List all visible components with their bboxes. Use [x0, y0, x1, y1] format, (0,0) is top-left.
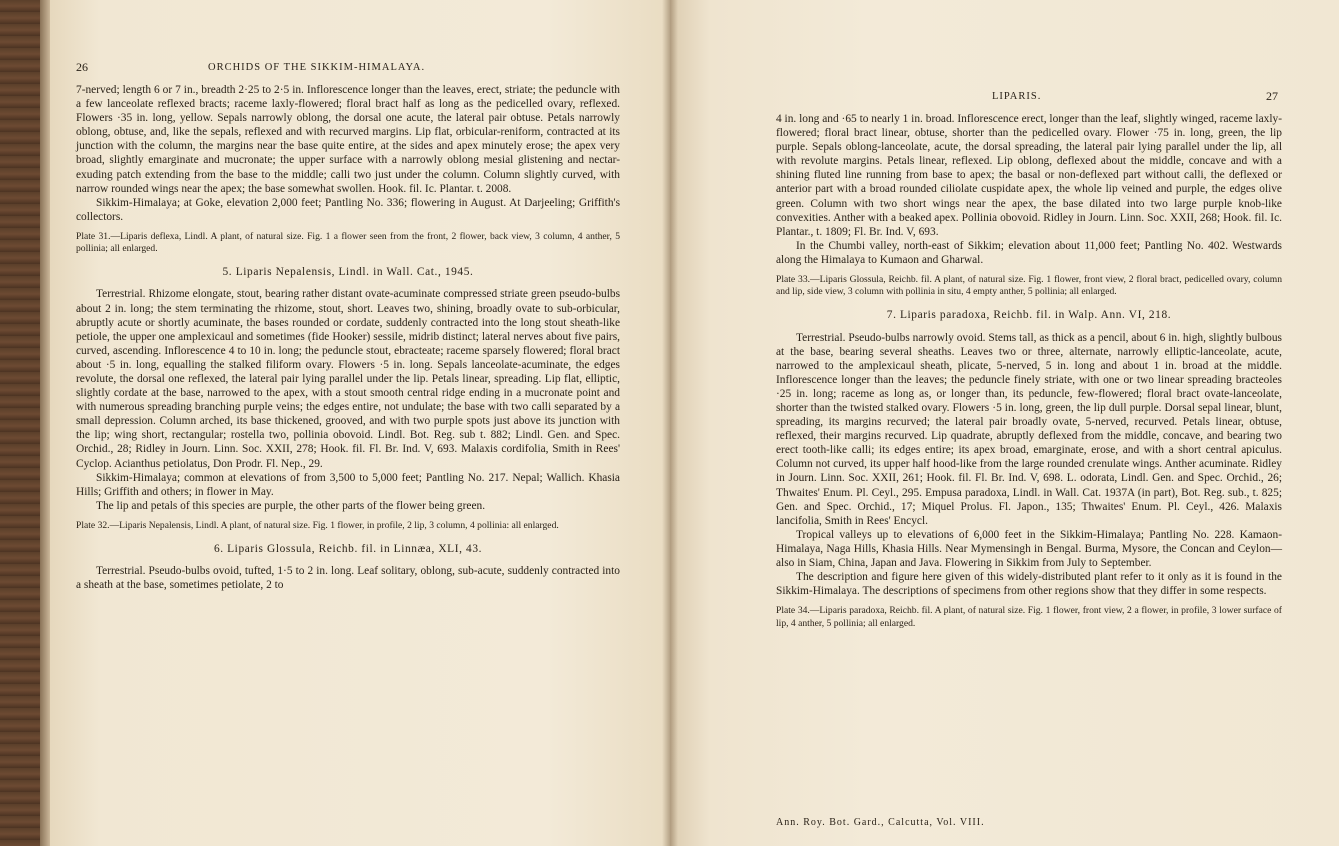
page-gutter: [662, 0, 678, 846]
right-page-text: [776, 112, 1282, 640]
book-binding: [0, 0, 40, 846]
paragraph: 7-nerved; length 6 or 7 in., breadth 2·25 to 2·5 in. Inflorescence longer than the leaves, erect, striate; the peduncle with a few lanceolate reflexed bracts; raceme laxly-flowered; floral bract half as long as the pedicelled ovary, reflexed. Flowers ·35 in. long, yellow. Sepals narrowly oblong, the dorsal one acute, the lateral pair obtuse. Petals narrowly oblong, obtuse, and, like the sepals, reflexed and with recurved margins. Lip flat, orbicular-reniform, contracted at its junction with the column, the margins near the base quite entire, at the sides and apex minutely erose; the apex very broad, slightly emarginate and mucronate; the upper surface with a narrowly oblong mesial glistening and nectar-exuding patch extending from the base to the middle; calli two just under the column. Column slightly curved, with narrow rounded wings near the apex; the base somewhat swollen. Hook. fil. Ic. Plantar. t. 2008.: [76, 84, 620, 195]
paragraph: Tropical valleys up to elevations of 6,000 feet in the Sikkim-Himalaya; Pantling No. 228. Kamaon-Himalaya, Naga Hills, Khasia Hills. Near Mymensingh in Bengal. Burma, Mysore, the Concan and Ceylon—also in Siam, China, Japan and Java. Flowering in Sikkim from July to September.: [776, 528, 1282, 570]
binding-edge: [40, 0, 50, 846]
paragraph: Sikkim-Himalaya; common at elevations of from 3,500 to 5,000 feet; Pantling No. 217. Nepal; Wallich. Khasia Hills; Griffith and others; in flower in May.: [76, 471, 620, 498]
plate-caption: Plate 31.—Liparis deflexa, Lindl. A plant, of natural size. Fig. 1 a flower seen from the front, 2 flower, back view, 3 column, 4 anther, 5 pollinia; all enlarged.: [76, 230, 620, 255]
paragraph: Terrestrial. Pseudo-bulbs ovoid, tufted, 1·5 to 2 in. long. Leaf solitary, oblong, sub-acute, suddenly contracted into a sheath at the base, sometimes petiolate, 2 to: [76, 565, 620, 592]
plate-caption: Plate 34.—Liparis paradoxa, Reichb. fil. A plant, of natural size. Fig. 1 flower, front view, 2 a flower, in profile, 3 lower surface of lip, 4 anther, 5 pollinia; all enlarged.: [776, 605, 1282, 629]
paragraph: The description and figure here given of this widely-distributed plant refer to it only as it is found in the Sikkim-Himalaya. The descriptions of specimens from other regions show that they differ in some respects.: [776, 571, 1282, 598]
page-number: 27: [1266, 89, 1278, 103]
paragraph: The lip and petals of this species are purple, the other parts of the flower being green.: [96, 499, 486, 512]
plate-caption: Plate 32.—Liparis Nepalensis, Lindl. A plant, of natural size. Fig. 1 flower, in profile, 2 lip, 3 column, 4 pollinia: all enlarged.: [76, 519, 559, 531]
paragraph: Sikkim-Himalaya; at Goke, elevation 2,000 feet; Pantling No. 336; flowering in August. At Darjeeling; Griffith's collectors.: [76, 196, 620, 223]
footer-citation: Ann. Roy. Bot. Gard., Calcutta, Vol. VIII.: [776, 817, 985, 828]
paragraph: Terrestrial. Pseudo-bulbs narrowly ovoid. Stems tall, as thick as a pencil, about 6 in. high, slightly bulbous at the base, bearing several sheaths. Leaves two or three, alternate, narrowly elliptic-lanceolate, acute, narrowed to the amplexicaul sheath, plicate, 5-nerved, 5 in. long and about 1 in. broad at the middle. Inflorescence longer than the leaves; the peduncle finely striate, with one or two linear spreading bracteoles ·25 in. long; raceme as long as, or longer than, its peduncle, few-flowered; floral bract ovate-lanceolate, shorter than the twisted stalked ovary. Flowers ·5 in. long, green, the lip dull purple. Dorsal sepal linear, blunt, spreading, its margins recurved; the lateral pair broadly ovate, 5-nerved, recurved. Petals linear, obtuse, reflexed, their margins recurved. Lip quadrate, abruptly deflexed from the middle, concave, and bearing two erect tooth-like calli; its edges entire; its apex broad, emarginate, erose, and with a short central apiculus. Column not curved, its upper half hood-like from the large rounded crenulate wings. Anther acuminate. Ridley in Journ. Linn. Soc. XXII, 261; Hook. fil. Fl. Br. Ind. V, 698. L. odorata, Lindl. Gen. and Spec. Orchid., 26; Thwaites' Enum. Pl. Ceyl., 295. Empusa paradoxa, Lindl. in Wall. Cat. 1937A (in part), Bot. Reg. sub., t. 825; Gen. and Spec. Orchid., 17; Miquel Prolus. Fl. Japon., 135; Thwaites' Enum. Pl. Ceyl., 426. Malaxis lancifolia, Smith in Rees' Encycl.: [776, 331, 1282, 527]
running-head: LIPARIS.: [992, 91, 1042, 102]
left-page: [50, 0, 670, 846]
species-heading: 6. Liparis Glossula, Reichb. fil. in Linnæa, XLI, 43.: [213, 543, 483, 556]
left-page-text: [76, 83, 620, 592]
plate-caption: Plate 33.—Liparis Glossula, Reichb. fil. A plant, of natural size. Fig. 1 flower, front view, 2 floral bract, pedicelled ovary, column and lip, side view, 3 column with pollinia in situ, 4 empty anther, 5 pollinia; all enlarged.: [776, 274, 1282, 298]
page-number: 26: [76, 60, 88, 74]
paragraph: Terrestrial. Rhizome elongate, stout, bearing rather distant ovate-acuminate compressed striate green pseudo-bulbs about 2 in. long; the stem terminating the rhizome, stout, short. Leaves two, shining, broadly ovate to sub-orbicular, abruptly acute or shortly acuminate, the bases rounded or cordate, suddenly contracted into the long stout sheath-like petiole, the upper one amplexicaul and sometimes (fide Hooker) sessile, midrib distinct; lateral nerves about five pairs, curved, ascending. Inflorescence 4 to 10 in. long; the peduncle stout, ebracteate; raceme sparsely flowered; floral bract about ·5 in. long, equalling the stalked filiform ovary. Flowers ·5 in. long. Sepals lanceolate-acuminate, the edges revolute, the dorsal one reflexed, the lateral pair lying parallel under the lip. Petals linear, spreading. Lip flat, elliptic, slightly cordate at the base, narrowed to the apex, with a stout smooth central ridge ending in a mucronate point and with numerous spreading branching purple veins; the edges entire, not undulate; the base with two calli separated by a small depression. Column arched, its base thickened, grooved, and with two purple spots just above its junction with the lip; wing short, rectangular; rostella two, pollinia obovoid. Lindl. Bot. Reg. sub t. 882; Lindl. Gen. and Spec. Orchid., 28; Ridley in Journ. Linn. Soc. XXII, 278; Hook. fil. Fl. Br. Ind. V, 693. Malaxis cordifolia, Smith in Rees' Cyclop. Acianthus petiolatus, Don Prodr. Fl. Nep., 29.: [76, 288, 620, 470]
species-heading: 5. Liparis Nepalensis, Lindl. in Wall. Cat., 1945.: [222, 266, 474, 279]
paragraph: 4 in. long and ·65 to nearly 1 in. broad. Inflorescence erect, longer than the leaf, slightly winged, raceme laxly-flowered; floral bract linear, obtuse, shorter than the pedicelled ovary. Flower ·75 in. long, green, the lip purple. Sepals oblong-lanceolate, acute, the dorsal spreading, the lateral pair lying parallel under the lip, all with revolute margins. Petals linear, reflexed. Lip oblong, deflexed about the middle, concave and with a shining fluted line running from base to apex; the basal or non-deflexed part without calli, the deflexed or anterior part with a broad rounded ciliolate cuspidate apex, the whole lip veined and purple, the edges olive green. Column with two short wings near the apex, the base dilated into two large purple knob-like convexities. Anther with a beaked apex. Pollinia obovoid. Ridley in Journ. Linn. Soc. XXII, 268; Hook. fil. Ic. Plantar., t. 1809; Fl. Br. Ind. V, 693.: [776, 113, 1282, 238]
running-head: ORCHIDS OF THE SIKKIM-HIMALAYA.: [208, 62, 426, 73]
species-heading: 7. Liparis paradoxa, Reichb. fil. in Walp. Ann. VI, 218.: [886, 309, 1172, 322]
paragraph: In the Chumbi valley, north-east of Sikkim; elevation about 11,000 feet; Pantling No. 402. Westwards along the Himalaya to Kumaon and Gharwal.: [776, 239, 1282, 266]
right-page: [670, 0, 1339, 846]
book-spread: [50, 0, 1339, 846]
